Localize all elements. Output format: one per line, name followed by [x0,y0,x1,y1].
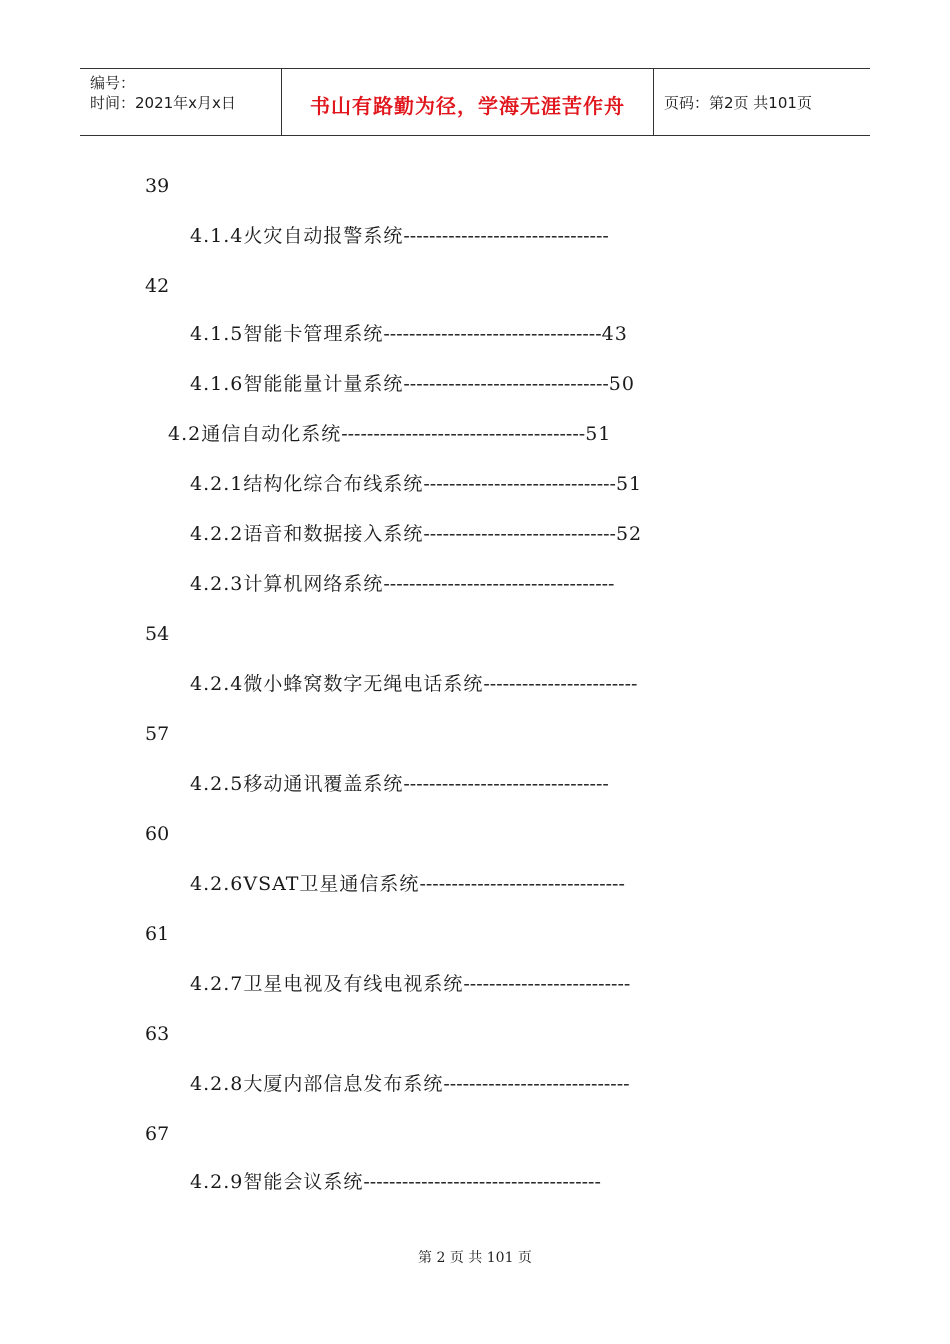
toc-leader: -------------------------------------- [341,423,586,445]
toc-entry-title: 4.2通信自动化系统 [168,423,342,445]
toc-page-number: 42 [145,275,170,297]
toc-leader: ------------------------------ [423,523,616,545]
toc-entry[interactable] [190,572,614,596]
doc-number-label: 编号： [90,74,136,92]
header-motto-cell [282,69,654,135]
toc-leader: -------------------------------- [403,773,609,795]
toc-leader: -------------------------- [463,973,631,995]
toc-entry-title: 4.1.5智能卡管理系统 [190,323,384,345]
toc-page-number: 39 [145,175,170,197]
toc-leader: ------------------------------------ [383,573,615,595]
toc-entry-page: 51 [615,473,643,495]
page-header [80,68,870,136]
toc-entry-title: 4.2.3计算机网络系统 [190,573,384,595]
toc-entry[interactable] [190,1170,601,1194]
toc-leader: ---------------------------------- [383,323,602,345]
toc-page-number: 67 [145,1123,170,1145]
toc-leader: ----------------------------- [443,1073,630,1095]
toc-leader: -------------------------------- [419,873,625,895]
toc-entry[interactable] [168,422,611,446]
toc-leader: ------------------------------ [423,473,616,495]
toc-entry-title: 4.2.9智能会议系统 [190,1171,364,1193]
toc-entry[interactable] [190,372,635,396]
toc-entry-title: 4.2.4微小蜂窝数字无绳电话系统 [190,673,484,695]
toc-entry-title: 4.2.6VSAT卫星通信系统 [190,873,420,895]
page-footer: 第 2 页 共 101 页 [418,1250,532,1266]
toc-leader: ------------------------ [483,673,638,695]
toc-page-number: 54 [145,623,170,645]
toc-entry-page: 52 [615,523,643,545]
toc-entry[interactable] [190,224,609,248]
toc-entry-page: 43 [601,323,628,345]
toc-entry-page: 50 [608,373,635,395]
toc-entry[interactable] [190,672,637,696]
toc-entry-title: 4.2.1结构化综合布线系统 [190,473,424,495]
toc-entry[interactable] [190,322,628,346]
header-meta [80,69,282,135]
header-motto: 书山有路勤为径，学海无涯苦作舟 [310,93,625,118]
toc-leader: -------------------------------- [403,373,609,395]
toc-entry-page: 51 [585,423,612,445]
toc-leader: -------------------------------- [403,225,609,247]
toc-entry[interactable] [190,772,609,796]
toc-entry[interactable] [190,872,625,896]
header-page-info-cell [654,69,870,135]
toc-entry[interactable] [190,472,642,496]
toc-entry[interactable] [190,972,630,996]
toc-page-number: 60 [145,823,170,845]
toc-entry-title: 4.2.7卫星电视及有线电视系统 [190,973,464,995]
toc-entry[interactable] [190,522,642,546]
header-page-info: 页码：第2页 共101页 [664,93,812,112]
toc-page-number: 63 [145,1023,170,1045]
toc-entry-title: 4.2.2语音和数据接入系统 [190,523,424,545]
toc-entry-title: 4.2.5移动通讯覆盖系统 [190,773,404,795]
toc-page-number: 57 [145,723,170,745]
toc-entry-title: 4.2.8大厦内部信息发布系统 [190,1073,444,1095]
toc-entry-title: 4.1.6智能能量计量系统 [190,373,404,395]
toc-page-number: 61 [145,923,170,945]
toc-entry[interactable] [190,1072,630,1096]
toc-entry-title: 4.1.4火灾自动报警系统 [190,225,404,247]
doc-time-label: 时间：2021年x月x日 [90,94,236,112]
toc-leader: ------------------------------------- [363,1171,601,1193]
